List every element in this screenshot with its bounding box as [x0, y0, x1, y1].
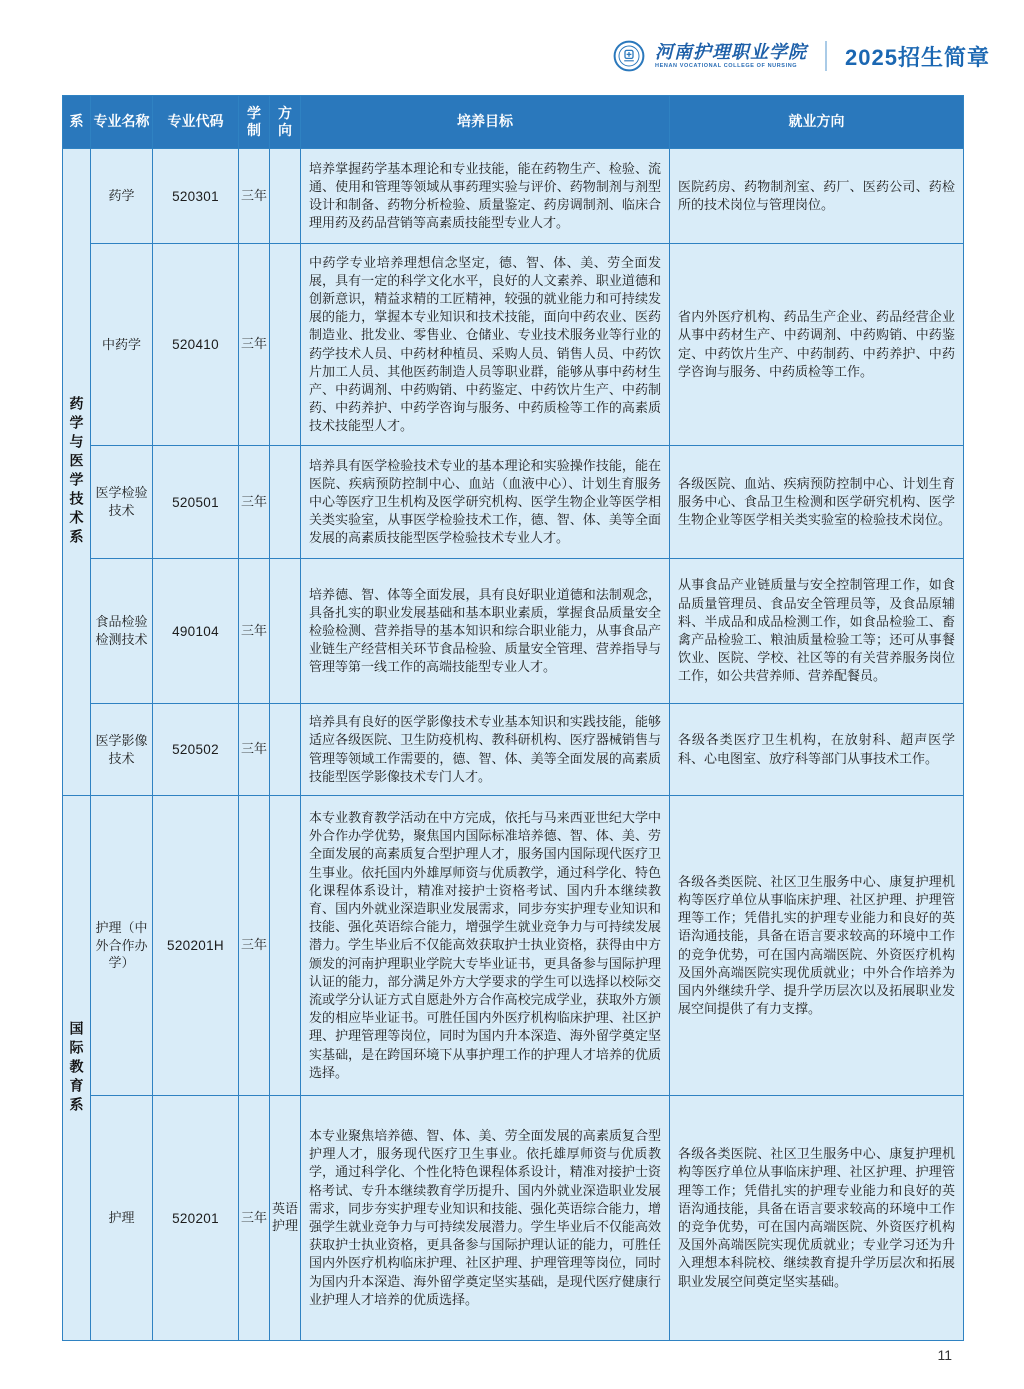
- duration-cell: 三年: [239, 704, 270, 796]
- college-name-en: HENAN VOCATIONAL COLLEGE OF NURSING: [655, 62, 798, 69]
- col-header-major-code: 专业代码: [153, 96, 239, 149]
- majors-table: [62, 95, 964, 1341]
- major-code-cell: 520410: [153, 244, 239, 446]
- major-name-cell: 医学检验技术: [91, 446, 153, 559]
- direction-cell: [270, 559, 301, 704]
- table-row: [63, 446, 964, 559]
- direction-cell: [270, 796, 301, 1096]
- table-row: [63, 704, 964, 796]
- objective-cell: 培养具有医学检验技术专业的基本理论和实验操作技能，能在医院、疾病预防控制中心、血站（血液中心）、计划生育服务中心等医疗卫生机构及医学研究机构、医学生物企业等医学相关类实验室，从事医学检验技术工作，德、智、体、美等全面发展的高素质技能型医学检验技术专业人才。: [301, 446, 670, 559]
- direction-cell: 英语护理: [270, 1096, 301, 1341]
- major-code-cell: 520201H: [153, 796, 239, 1096]
- employment-cell: 各级各类医院、社区卫生服务中心、康复护理机构等医疗单位从事临床护理、社区护理、护理管理等工作；凭借扎实的护理专业能力和良好的英语沟通技能，具备在语言要求较高的环境中工作的竞争优势，可在国内高端医院、外资医疗机构及国外高端医院实现优质就业；专业学习还为升入理想本科院校、继续教育提升学历层次和拓展职业发展空间奠定坚实基础。: [670, 1096, 964, 1341]
- objective-cell: 培养掌握药学基本理论和专业技能，能在药物生产、检验、流通、使用和管理等领域从事药理实验与评价、药物制剂与剂型设计和制备、药物分析检验、质量鉴定、药房调制剂、临床合理用药及药品营销等高素质技能型专业人才。: [301, 149, 670, 244]
- department-cell-pharmacy-medtech: [63, 149, 91, 796]
- major-name-cell: 医学影像技术: [91, 704, 153, 796]
- table-row: [63, 244, 964, 446]
- table-row: [63, 796, 964, 1096]
- employment-cell: 各级各类医院、社区卫生服务中心、康复护理机构等医疗单位从事临床护理、社区护理、护理管理等工作；凭借扎实的护理专业能力和良好的英语沟通技能，具备在语言要求较高的环境中工作的竞争优势，可在国内高端医院、外资医疗机构及国外高端医院实现优质就业；中外合作培养为国内外继续升学、提升学历层次以及拓展职业发展空间提供了有力支撑。: [670, 796, 964, 1096]
- direction-cell: [270, 446, 301, 559]
- college-logo-icon: [613, 40, 645, 72]
- table-row: [63, 559, 964, 704]
- department-label: 药学与医学技术系: [68, 396, 85, 548]
- col-header-department: 系: [63, 96, 91, 149]
- employment-cell: 医院药房、药物制剂室、药厂、医药公司、药检所的技术岗位与管理岗位。: [670, 149, 964, 244]
- employment-cell: 各级各类医疗卫生机构，在放射科、超声医学科、心电图室、放疗科等部门从事技术工作。: [670, 704, 964, 796]
- table-row: [63, 149, 964, 244]
- major-code-cell: 520201: [153, 1096, 239, 1341]
- header-divider: [825, 41, 827, 71]
- duration-cell: 三年: [239, 149, 270, 244]
- major-code-cell: 520501: [153, 446, 239, 559]
- major-code-cell: 520502: [153, 704, 239, 796]
- major-name-cell: 药学: [91, 149, 153, 244]
- objective-cell: 本专业聚焦培养德、智、体、美、劳全面发展的高素质复合型护理人才，服务现代医疗卫生事业。依托雄厚师资与优质教学，通过科学化、个性化特色课程体系设计，精准对接护士资格考试、专升本继续教育学历提升、国内外就业深造职业发展需求，同步夯实护理专业知识和技能、强化英语综合能力，增强学生就业竞争力与可持续发展潜力。学生毕业后不仅能高效获取护士执业资格，更具备参与国际护理认证的能力，可胜任国内外医疗机构临床护理、社区护理、护理管理等岗位，同时为国内升本深造、海外留学奠定坚实基础，是现代医疗健康行业护理人才培养的优质选择。: [301, 1096, 670, 1341]
- duration-cell: 三年: [239, 1096, 270, 1341]
- direction-cell: [270, 704, 301, 796]
- table-row: [63, 1096, 964, 1341]
- direction-cell: [270, 149, 301, 244]
- employment-cell: 各级医院、血站、疾病预防控制中心、计划生育服务中心、食品卫生检测和医学研究机构、医学生物企业等医学相关类实验室的检验技术岗位。: [670, 446, 964, 559]
- table-header-row: [63, 96, 964, 149]
- objective-cell: 中药学专业培养理想信念坚定，德、智、体、美、劳全面发展，具有一定的科学文化水平，良好的人文素养、职业道德和创新意识，精益求精的工匠精神，较强的就业能力和可持续发展的能力，掌握本专业知识和技术技能，面向中药农业、医药制造业、批发业、零售业、仓储业、专业技术服务业等行业的药学技术人员、中药材种植员、采购人员、销售人员、中药饮片加工人员、其他医药制造人员等职业群，能够从事中药材生产、中药调剂、中药购销、中药鉴定、中药饮片生产、中药制药、中药养护、中药学咨询与服务、中药质检等工作的高素质技术技能型人才。: [301, 244, 670, 446]
- duration-cell: 三年: [239, 796, 270, 1096]
- employment-cell: 从事食品产业链质量与安全控制管理工作，如食品质量管理员、食品安全管理员等，及食品原辅料、半成品和成品检测工作，如食品检验工、畜禽产品检验工、粮油质量检验工等；还可从事餐饮业、医院、学校、社区等的有关营养服务岗位工作，如公共营养师、营养配餐员。: [670, 559, 964, 704]
- col-header-employment: 就业方向: [670, 96, 964, 149]
- objective-cell: 培养德、智、体等全面发展，具有良好职业道德和法制观念，具备扎实的职业发展基础和基本职业素质，掌握食品质量安全检验检测、营养指导的基本知识和综合职业能力，从事食品产业链生产经营相关环节食品检验、质量安全管理、营养指导与管理等第一线工作的高端技能型专业人才。: [301, 559, 670, 704]
- major-name-cell: 食品检验检测技术: [91, 559, 153, 704]
- direction-cell: [270, 244, 301, 446]
- brochure-title: 2025招生简章: [845, 44, 990, 70]
- major-name-cell: 中药学: [91, 244, 153, 446]
- major-code-cell: 490104: [153, 559, 239, 704]
- col-header-objective: 培养目标: [301, 96, 670, 149]
- college-name-block: [655, 43, 807, 70]
- objective-cell: 培养具有良好的医学影像技术专业基本知识和实践技能，能够适应各级医院、卫生防疫机构、教科研机构、医疗器械销售与管理等领域工作需要的，德、智、体、美等全面发展的高素质技能型医学影像技术专门人才。: [301, 704, 670, 796]
- department-cell-international-education: [63, 796, 91, 1341]
- major-name-cell: 护理: [91, 1096, 153, 1341]
- department-label: 国际教育系: [68, 1020, 85, 1116]
- page-number: 11: [937, 1347, 952, 1363]
- objective-cell: 本专业教育教学活动在中方完成，依托与马来西亚世纪大学中外合作办学优势，聚焦国内国际标准培养德、智、体、美、劳全面发展的高素质复合型护理人才，服务国内国际现代医疗卫生事业。依托国内外雄厚师资与优质教学，通过科学化、特色化课程体系设计，精准对接护士资格考试、国内升本继续教育、国内外就业深造职业发展需求，同步夯实护理专业知识和技能、强化英语综合能力，增强学生就业竞争力与可持续发展潜力。学生毕业后不仅能高效获取护士执业资格，获得由中方颁发的河南护理职业学院大专毕业证书，更具备参与国际护理认证的能力，部分满足外方大学要求的学生可以选择以校际交流或学分认证方式自愿赴外方合作高校完成学业，获取外方颁发的相应毕业证书。可胜任国内外医疗机构临床护理、社区护理、护理管理等岗位，同时为国内升本深造、海外留学奠定坚实基础，是在跨国环境下从事护理工作的护理人才培养的优质选择。: [301, 796, 670, 1096]
- col-header-duration: 学制: [239, 96, 270, 149]
- major-code-cell: 520301: [153, 149, 239, 244]
- duration-cell: 三年: [239, 244, 270, 446]
- employment-cell: 省内外医疗机构、药品生产企业、药品经营企业从事中药材生产、中药调剂、中药购销、中药鉴定、中药饮片生产、中药制药、中药养护、中药学咨询与服务、中药质检等工作。: [670, 244, 964, 446]
- duration-cell: 三年: [239, 559, 270, 704]
- col-header-direction: 方向: [270, 96, 301, 149]
- college-name-cn: 河南护理职业学院: [655, 41, 808, 62]
- col-header-major-name: 专业名称: [91, 96, 153, 149]
- major-name-cell: 护理（中外合作办学）: [91, 796, 153, 1096]
- duration-cell: 三年: [239, 446, 270, 559]
- brand-header: [613, 40, 990, 72]
